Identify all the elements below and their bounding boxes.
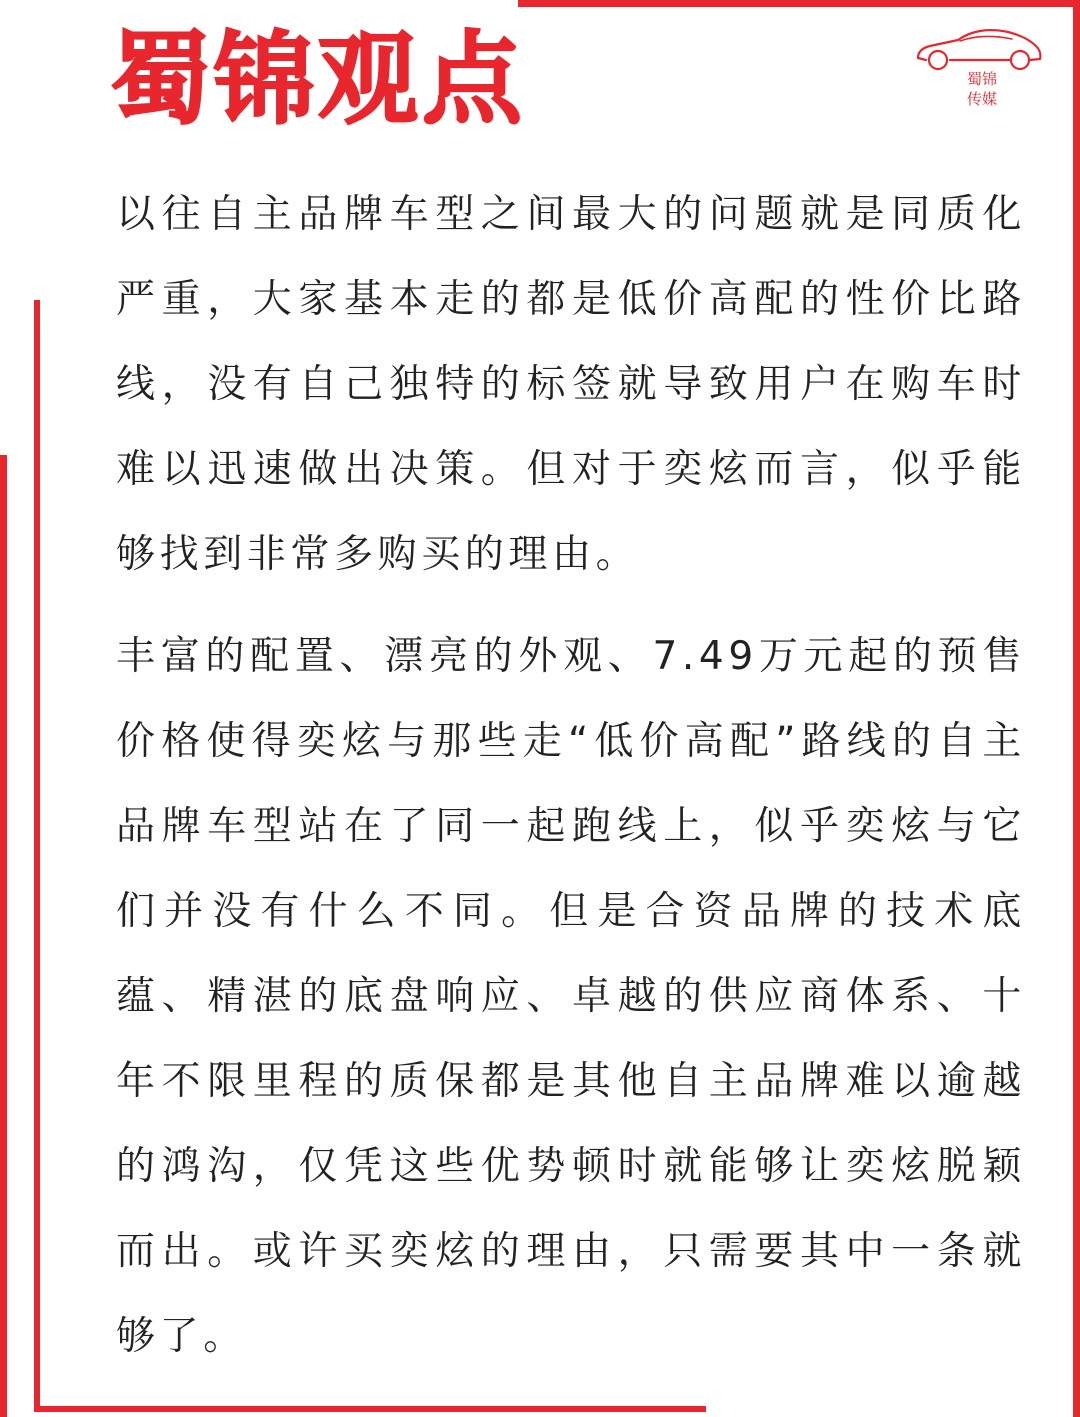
brand-logo — [912, 22, 1052, 114]
paragraph-1: 以往自主品牌车型之间最大的问题就是同质化严重，大家基本走的都是低价高配的性价比路线，没有自己独特的标签就导致用户在购车时难以迅速做出决策。但对于奕炫而言，似乎能够找到非常多购买的理由。 — [116, 192, 1026, 577]
frame-top-border — [518, 0, 1080, 7]
logo-text-line2: 传媒 — [966, 90, 997, 108]
frame-right-border — [1073, 0, 1080, 1417]
logo-text-line1: 蜀锦 — [966, 70, 997, 88]
frame-bottom-border — [34, 1406, 706, 1412]
article-body — [116, 172, 1026, 1379]
frame-left-outer-border — [0, 455, 7, 1417]
page-title: 蜀锦观点 — [110, 21, 526, 138]
frame-left-inner-border — [34, 300, 40, 1412]
car-icon — [912, 22, 1052, 70]
paragraph-2: 丰富的配置、漂亮的外观、7.49万元起的预售价格使得奕炫与那些走“低价高配”路线的自主品牌车型站在了同一起跑线上，似乎奕炫与它们并没有什么不同。但是合资品牌的技术底蕴、精湛的底盘响应、卓越的供应商体系、十年不限里程的质保都是其他自主品牌难以逾越的鸿沟，仅凭这些优势顿时就能够让奕炫脱颖而出。或许买奕炫的理由，只需要其中一条就够了。 — [116, 634, 1026, 1359]
